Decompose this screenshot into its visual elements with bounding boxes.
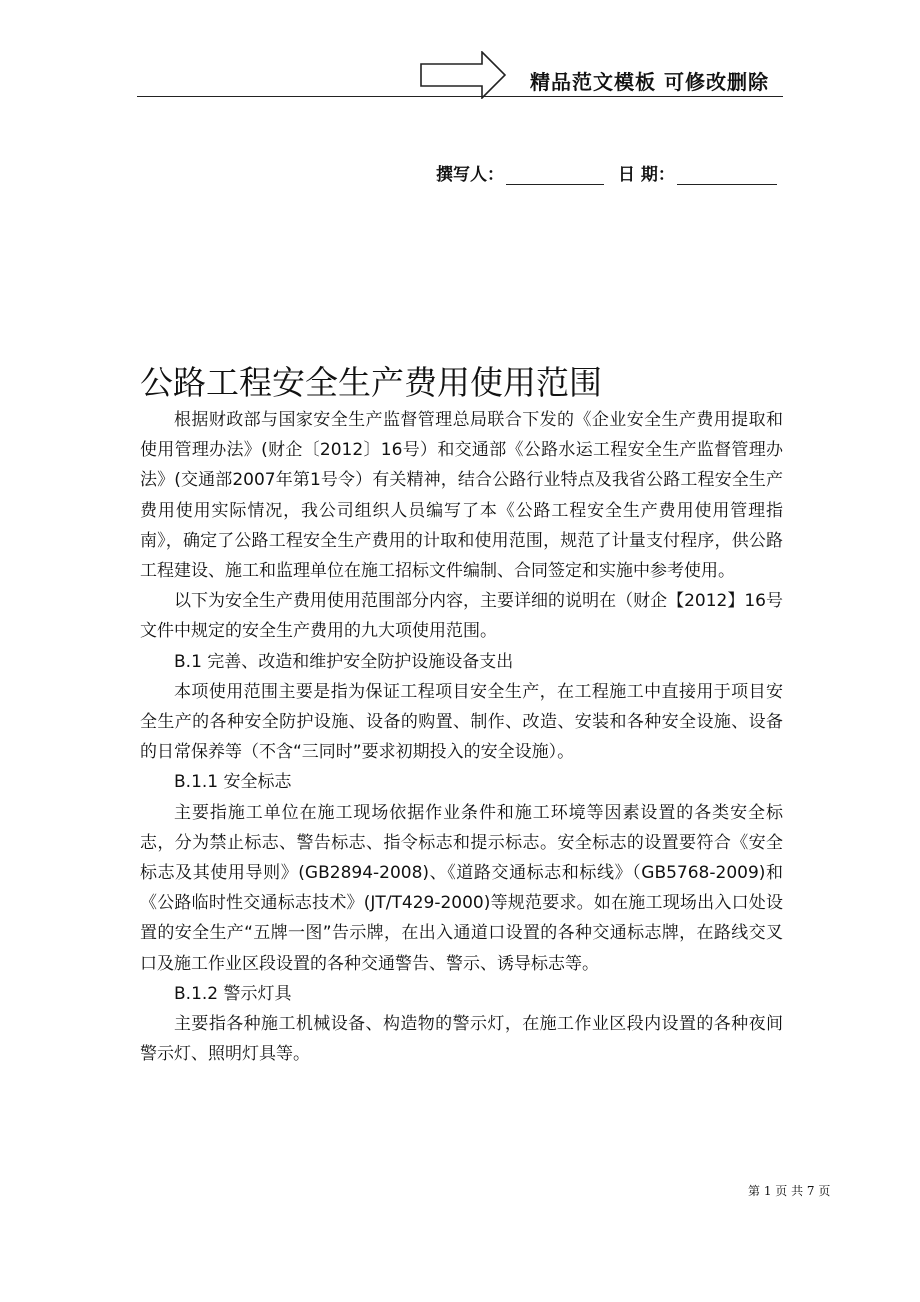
date-label: 日 期：: [618, 165, 675, 185]
document-body: [140, 405, 783, 1069]
paragraph: 主要指各种施工机械设备、构造物的警示灯，在施工作业区段内设置的各种夜间警示灯、照明灯具等。: [140, 1014, 783, 1065]
paragraph: 本项使用范围主要是指为保证工程项目安全生产，在工程施工中直接用于项目安全生产的各种安全防护设施、设备的购置、制作、改造、安装和各种安全设施、设备的日常保养等（不含“三同时”要求初期投入的安全设施）。: [140, 681, 783, 763]
paragraph: 以下为安全生产费用使用范围部分内容，主要详细的说明在（财企【2012】16号文件中规定的安全生产费用的九大项使用范围。: [140, 591, 783, 642]
section-heading: B.1.1 安全标志: [174, 772, 292, 793]
section-heading: B.1 完善、改造和维护安全防护设施设备支出: [174, 651, 514, 672]
date-blank: [677, 165, 777, 185]
header-divider: [137, 96, 783, 97]
author-date-line: [436, 160, 777, 185]
author-blank: [506, 165, 604, 185]
section-heading: B.1.2 警示灯具: [174, 983, 292, 1004]
document-title: 公路工程安全生产费用使用范围: [140, 363, 602, 402]
author-label: 撰写人：: [436, 165, 504, 185]
arrow-icon: [420, 51, 506, 99]
paragraph: 根据财政部与国家安全生产监督管理总局联合下发的《企业安全生产费用提取和使用管理办法》(财企〔2012〕16号）和交通部《公路水运工程安全生产监督管理办法》(交通部2007年第1号令）有关精神，结合公路行业特点及我省公路工程安全生产费用使用实际情况，我公司组织人员编写了本《公路工程安全生产费用使用管理指南》，确定了公路工程安全生产费用的计取和使用范围，规范了计量支付程序，供公路工程建设、施工和监理单位在施工招标文件编制、合同签定和实施中参考使用。: [140, 410, 783, 582]
paragraph: 主要指施工单位在施工现场依据作业条件和施工环境等因素设置的各类安全标志，分为禁止标志、警告标志、指令标志和提示标志。安全标志的设置要符合《安全标志及其使用导则》(GB2894-2008)、《道路交通标志和标线》（GB5768-2009)和《公路临时性交通标志技术》(JT/T429-2000)等规范要求。如在施工现场出入口处设置的安全生产“五牌一图”告示牌，在出入通道口设置的各种交通标志牌，在路线交叉口及施工作业区段设置的各种交通警告、警示、诱导标志等。: [140, 802, 783, 974]
page-number: 第 1 页 共 7 页: [748, 1184, 831, 1198]
header-banner: 精品范文模板 可修改删除: [530, 70, 769, 94]
